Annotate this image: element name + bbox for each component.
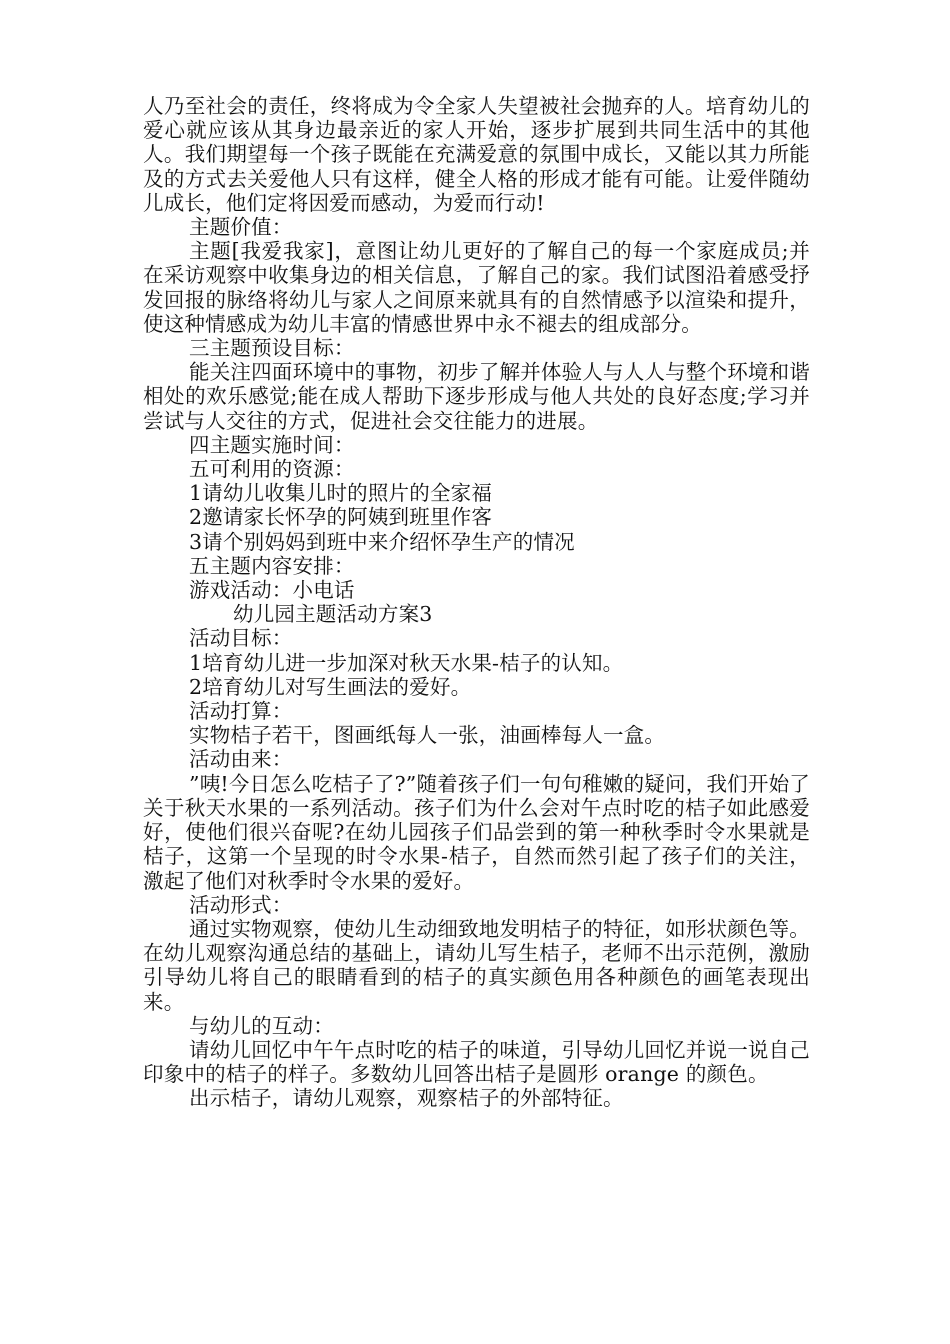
heading-preset-goals: 三主题预设目标： (189, 336, 355, 361)
heading-activity-form: 活动形式： (189, 892, 293, 917)
heading-activity-origin: 活动由来： (189, 747, 293, 772)
paragraph-intro: 人乃至社会的责任，终将成为令全家人失望被社会抛弃的人。培育幼儿的爱心就应该从其身边最亲近的家人开始，逐步扩展到共同生活中的其他人。我们期望每一个孩子既能在充满爱意的氛围中成长，又能以其力所能及的方式去关爱他人只有这样，健全人格的形成才能有可能。让爱伴随幼儿成长，他们定将因爱而感动，为爱而行动! (143, 94, 810, 215)
list-item-resource-2: 2邀请家长怀孕的阿姨到班里作客 (189, 505, 493, 530)
heading-content-arrangement: 五主题内容安排： (189, 553, 355, 578)
paragraph-activity-origin: ”咦!今日怎么吃桔子了?”随着孩子们一句句稚嫩的疑问，我们开始了关于秋天水果的一系列活动。孩子们为什么会对午点时吃的桔子如此感爱好，使他们很兴奋呢?在幼儿园孩子们品尝到的第一种秋季时令水果就是桔子，这第一个呈现的时令水果-桔子，自然而然引起了孩子们的关注，激起了他们对秋季时令水果的爱好。 (143, 771, 810, 893)
list-item-goal-1: 1培育幼儿进一步加深对秋天水果-桔子的认知。 (189, 650, 624, 675)
heading-activity-preparation: 活动打算： (189, 699, 293, 724)
paragraph-activity-preparation: 实物桔子若干，图画纸每人一张，油画棒每人一盒。 (189, 723, 666, 748)
paragraph-show-orange: 出示桔子，请幼儿观察，观察桔子的外部特征。 (189, 1086, 624, 1111)
paragraph-theme-value: 主题[我爱我家]，意图让幼儿更好的了解自己的每一个家庭成员;并在采访观察中收集身边的相关信息，了解自己的家。我们试图沿着感受抒发回报的脉络将幼儿与家人之间原来就具有的自然情感予以渲染和提升，使这种情感成为幼儿丰富的情感世界中永不褪去的组成部分。 (143, 239, 810, 336)
paragraph-game-activity: 游戏活动：小电话 (189, 578, 355, 603)
heading-resources: 五可利用的资源： (189, 457, 355, 482)
section-title: 幼儿园主题活动方案3 (233, 602, 433, 627)
paragraph-preset-goals: 能关注四面环境中的事物，初步了解并体验人与人人与整个环境和谐相处的欢乐感觉;能在成人帮助下逐步形成与他人共处的良好态度;学习并尝试与人交往的方式，促进社会交往能力的进展。 (143, 360, 810, 433)
list-item-resource-1: 1请幼儿收集儿时的照片的全家福 (189, 481, 493, 506)
heading-implementation-time: 四主题实施时间： (189, 432, 355, 457)
heading-theme-value: 主题价值： (189, 215, 293, 240)
paragraph-activity-form: 通过实物观察，使幼儿生动细致地发明桔子的特征，如形状颜色等。在幼儿观察沟通总结的基础上，请幼儿写生桔子，老师不出示范例，激励引导幼儿将自己的眼睛看到的桔子的真实颜色用各种颜色的画笔表现出来。 (143, 916, 810, 1014)
list-item-resource-3: 3请个别妈妈到班中来介绍怀孕生产的情况 (189, 529, 575, 554)
heading-activity-goals: 活动目标： (189, 626, 293, 651)
list-item-goal-2: 2培育幼儿对写生画法的爱好。 (189, 674, 472, 699)
paragraph-interaction: 请幼儿回忆中午午点时吃的桔子的味道，引导幼儿回忆并说一说自己印象中的桔子的样子。多数幼儿回答出桔子是圆形 orange 的颜色。 (143, 1037, 810, 1087)
heading-interaction: 与幼儿的互动： (189, 1013, 334, 1038)
